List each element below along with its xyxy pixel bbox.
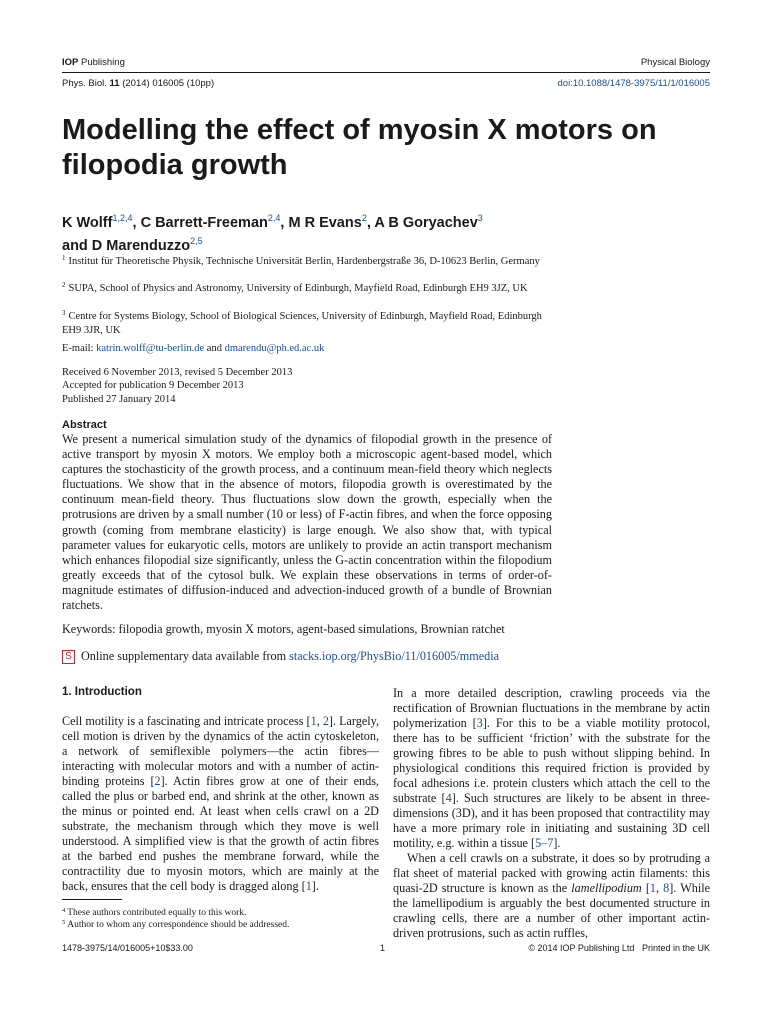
footnote-4: $^4$ These authors contributed equally to this work. xyxy=(62,907,247,918)
citation-link[interactable]: 1 xyxy=(310,714,317,728)
email-link-marenduzzo[interactable]: dmarendu@ph.ed.ac.uk xyxy=(224,343,325,354)
email-line: E-mail: katrin.wolff@tu-berlin.de and dmarendu@ph.ed.ac.uk xyxy=(62,343,325,354)
paper-title: Modelling the effect of myosin X motors on filopodia growth xyxy=(62,114,657,181)
header-rule xyxy=(62,72,710,73)
author-name: K Wolff xyxy=(62,215,113,231)
citation-link[interactable]: 2 xyxy=(322,714,329,728)
date-accepted: Accepted for publication 9 December 2013 xyxy=(62,380,244,391)
author-affiliation-marker: 2,4 xyxy=(267,213,281,223)
citation-link[interactable]: 4 xyxy=(445,791,452,805)
abstract-heading: Abstract xyxy=(62,419,107,431)
body-paragraph: When a cell crawls on a substrate, it does so by protruding a flat sheet of material packed with growing actin filaments: this quasi-2D structure is known as the lamellipodium [1, 8]. While the lamellipodium is arguably the best documented structure in crawling cells, there are a number of other important actin-driven protrusions, such as actin ruffles, xyxy=(393,851,711,940)
affiliation-2: $^2$ SUPA, School of Physics and Astronomy, University of Edinburgh, Mayfield Road, Edinburgh EH9 3JZ, UK xyxy=(62,281,528,294)
journal-name: Physical Biology xyxy=(640,57,710,68)
author-affiliation-marker: 2 xyxy=(361,213,367,223)
citation-link[interactable]: 5–7 xyxy=(535,836,554,850)
author-affiliation-marker: 2,5 xyxy=(190,236,203,246)
date-received: Received 6 November 2013, revised 5 December 2013 xyxy=(62,367,293,378)
footer-copyright: © 2014 IOP Publishing Ltd Printed in the UK xyxy=(528,943,710,953)
footnote-rule xyxy=(62,899,122,900)
author-affiliation-marker: 1,2,4 xyxy=(112,213,133,223)
citation-link[interactable]: 1 xyxy=(649,881,656,895)
footer-issn: 1478-3975/14/016005+10$33.00 xyxy=(62,943,193,953)
email-link-wolff[interactable]: katrin.wolff@tu-berlin.de xyxy=(96,343,205,354)
footnote-5: $^5$ Author to whom any correspondence should be addressed. xyxy=(62,919,290,930)
affiliation-1: $^1$ Institut für Theoretische Physik, Technische Universität Berlin, Hardenbergstraße 36, D-10623 Berlin, Germany xyxy=(62,254,540,267)
citation-link[interactable]: 3 xyxy=(476,716,483,730)
abstract-text: We present a numerical simulation study of the dynamics of filopodial growth in the presence of active transport by myosin X motors. We employ both a microscopic agent-based model, which captures the stochasticity of the growth process, and a continuum mean-field theory which neglects fluctuations. We show that in the absence of motors, filopodia growth is overestimated by the continuum mean-field theory. Thus fluctuations slow down the growth, especially when the protrusions are driven by a small number (10 or less) of F-actin fibres, and when the force opposing growth (coming from membrane elasticity) is large enough. We also show that, with typical parameter values for eukaryotic cells, motors are unlikely to provide an actin transport mechanism which enhances filopodial size significantly, unless the G-actin concentration within the filopodium greatly exceeds that of the cytosol bulk. We explain these observations in terms of order-of-magnitude estimates of diffusion-induced and advection-induced growth of a bundle of Brownian ratchets. xyxy=(62,432,552,613)
supplementary-icon: S xyxy=(62,650,75,664)
journal-citation: Phys. Biol. 11 (2014) 016005 (10pp) xyxy=(62,78,215,89)
body-paragraph: In a more detailed description, crawling proceeds via the rectification of Brownian fluctuations in the membrane by actin polymerization [3]. For this to be a viable motility protocol, there has to be sufficient ‘friction’ with the substrate for the growing fibres to be able to push without slipping behind. In physiological conditions this required friction is provided by focal adhesions i.e. protein clusters which attach the cell to the substrate [4]. Such structures are likely to be absent in three-dimensions (3D), and it has been proposed that contractility may have a more primary role in initiating and sustaining 3D cell motility, e.g. within a tissue [5–7]. xyxy=(393,686,711,850)
citation-link[interactable]: 2 xyxy=(154,774,161,788)
right-column-text xyxy=(393,686,710,941)
author-name: and D Marenduzzo xyxy=(62,238,191,254)
affiliation-3: $^3$ Centre for Systems Biology, School of Biological Sciences, University of Edinburgh, Mayfield Road, Edinburgh EH9 3JR, UK xyxy=(62,309,542,336)
author-affiliation-marker: 3 xyxy=(477,213,483,223)
author-list: K Wolff$^{1,2,4}$, C Barrett-Freeman$^{2,4}$, M R Evans$^2$, A B Goryachev$^3$ and D Marenduzzo$^{2,5}$ xyxy=(62,213,483,254)
keywords: Keywords: filopodia growth, myosin X motors, agent-based simulations, Brownian ratchet xyxy=(62,622,505,636)
publisher-logo: IOP Publishing xyxy=(62,57,125,68)
citation-link[interactable]: 1 xyxy=(305,879,312,893)
left-column-text xyxy=(62,714,379,894)
doi-link[interactable]: doi:10.1088/1478-3975/11/1/016005 xyxy=(557,78,710,89)
date-published: Published 27 January 2014 xyxy=(62,394,176,405)
supplementary-data-line: S Online supplementary data available from stacks.iop.org/PhysBio/11/016005/mmedia xyxy=(62,649,499,664)
author-name: M R Evans xyxy=(288,215,362,231)
italic-term: lamellipodium xyxy=(571,881,642,895)
author-name: C Barrett-Freeman xyxy=(140,215,268,231)
supplementary-link[interactable]: stacks.iop.org/PhysBio/11/016005/mmedia xyxy=(289,649,500,663)
body-paragraph: Cell motility is a fascinating and intricate process [1, 2]. Largely, cell motion is driven by the dynamics of the actin cytoskeleton, a network of semiflexible polymers—the actin fibres—interacting with molecular motors and with a number of actin-binding proteins [2]. Actin fibres grow at one of their ends, called the plus or barbed end, and shrink at the other, known as the minus or pointed end. At least when cells crawl on a 2D substrate, the mechanism through which they move is well understood. A simplified view is that the growth of actin fibres at the barbed end pushes the membrane forward, while the contractility due to myosin motors, which are mainly at the back, ensures that the cell body is dragged along [1]. xyxy=(62,714,380,893)
section-heading: 1. Introduction xyxy=(62,686,142,698)
citation-link[interactable]: 8 xyxy=(663,881,670,895)
page-number: 1 xyxy=(380,943,386,953)
author-name: A B Goryachev xyxy=(374,215,478,231)
